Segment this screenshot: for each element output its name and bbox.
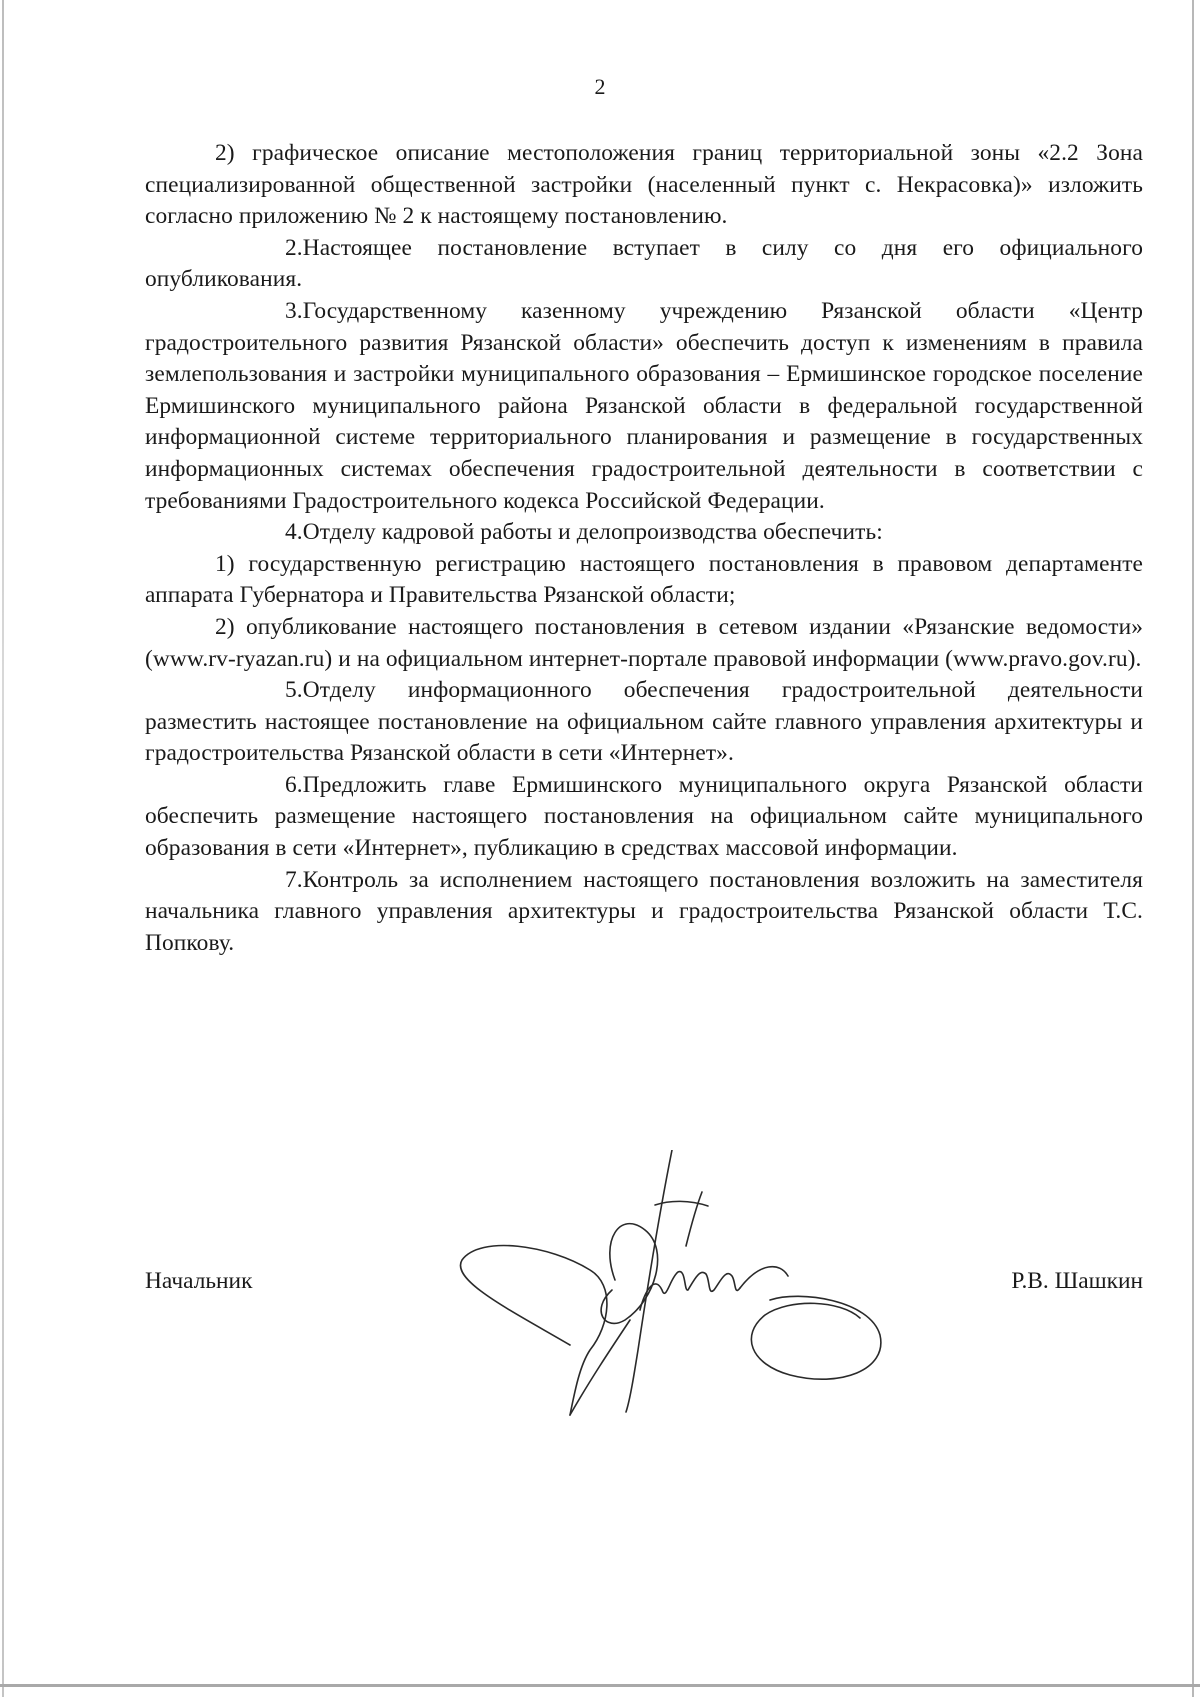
paragraph-4-2-publication xyxy=(145,612,1143,675)
paragraph-text: Предложить главе Ермишинского муниципального округа Рязанской области обеспечить размещение настоящего постановления на официальном сайте муниципального образования в сети «Интернет», публикацию в средствах массовой информации. xyxy=(145,771,1143,862)
paragraph-1-2-graphic-description xyxy=(145,138,1143,233)
document-body xyxy=(145,138,1143,959)
paragraph-number: 7. xyxy=(285,866,303,893)
paragraph-text: Отделу кадровой работы и делопроизводства обеспечить: xyxy=(302,519,883,546)
signatory-title: Начальник xyxy=(145,1268,253,1294)
paragraph-number: 6. xyxy=(285,771,303,798)
paragraph-number: 5. xyxy=(285,677,303,704)
paragraph-2 xyxy=(145,233,1143,296)
signatory-name: Р.В. Шашкин xyxy=(1011,1268,1143,1294)
paragraph-5 xyxy=(145,675,1143,770)
scan-edge-bottom xyxy=(0,1684,1200,1687)
scan-edge-right xyxy=(1192,0,1194,1697)
page-number: 2 xyxy=(594,74,606,99)
paragraph-4-1-registration xyxy=(145,549,1143,612)
paragraph-number: 4. xyxy=(285,519,303,546)
paragraph-text: 2) опубликование настоящего постановления в сетевом издании «Рязанские ведомости» (www.rv-ryazan.ru) и на официальном интернет-портале правовой информации (www.pravo.gov.ru). xyxy=(145,613,1143,672)
paragraph-text: 2) графическое описание местоположения границ территориальной зоны «2.2 Зона специализированной общественной застройки (населенный пункт с. Некрасовка)» изложить согласно приложению № 2 к настоящему постановлению. xyxy=(145,140,1143,230)
paragraph-text: Настоящее постановление вступает в силу со дня его официального опубликования. xyxy=(145,234,1143,293)
paragraph-text: 1) государственную регистрацию настоящего постановления в правовом департаменте аппарата Губернатора и Правительства Рязанской области; xyxy=(145,550,1143,609)
paragraph-4 xyxy=(145,517,1143,549)
paragraph-7 xyxy=(145,865,1143,960)
paragraph-number: 3. xyxy=(285,297,303,324)
paragraph-3 xyxy=(145,296,1143,517)
paragraph-text: Государственному казенному учреждению Рязанской области «Центр градостроительного развития Рязанской области» обеспечить доступ к изменениям в правила землепользования и застройки муниципального образования – Ермишинское городское поселение Ермишинского муниципального района Рязанской области в федеральной государственной информационной системе территориального планирования и размещение в государственных информационных системах обеспечения градостроительной деятельности в соответствии с требованиями Градостроительного кодекса Российской Федерации. xyxy=(145,297,1143,514)
scan-edge-left xyxy=(2,0,4,1697)
paragraph-number: 2. xyxy=(285,234,303,261)
paragraph-text: Контроль за исполнением настоящего постановления возложить на заместителя начальника главного управления архитектуры и градостроительства Рязанской области Т.С. Попкову. xyxy=(145,866,1143,956)
signature-block xyxy=(145,1266,1143,1300)
paragraph-text: Отделу информационного обеспечения градостроительной деятельности разместить настоящее постановление на официальном сайте главного управления архитектуры и градостроительства Рязанской области в сети «Интернет». xyxy=(145,677,1143,767)
paragraph-6 xyxy=(145,770,1143,865)
